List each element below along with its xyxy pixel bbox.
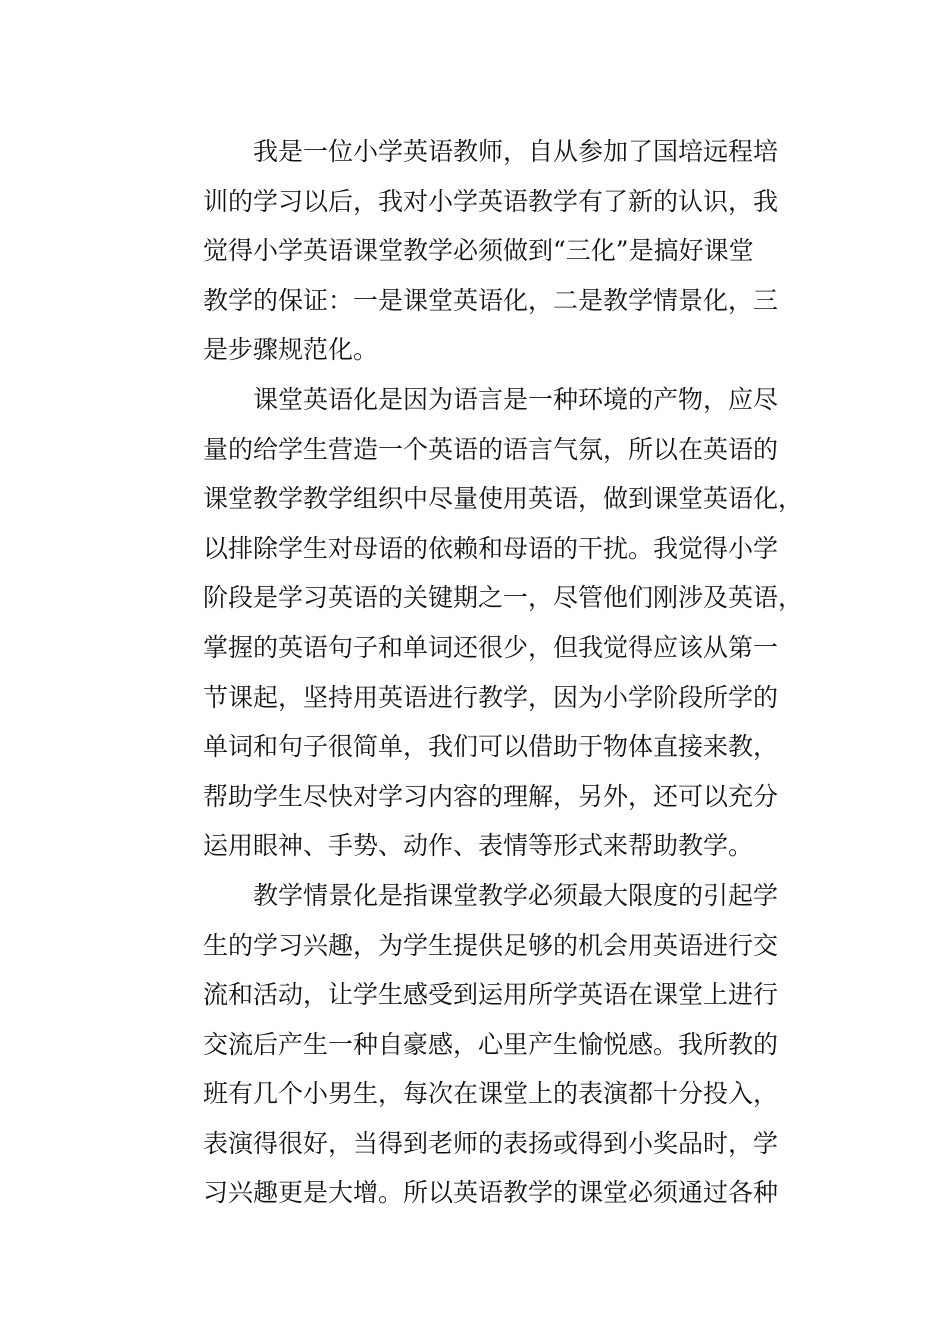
text-line: 表演得很好，当得到老师的表扬或得到小奖品时，学 <box>203 1128 779 1158</box>
text-line: 单词和句子很简单，我们可以借助于物体直接来教， <box>203 732 779 762</box>
paragraph-2 <box>203 375 803 871</box>
paragraph-3 <box>203 871 803 1218</box>
text-line: 生的学习兴趣，为学生提供足够的机会用英语进行交 <box>203 930 779 960</box>
text-line: 教学的保证：一是课堂英语化，二是教学情景化，三 <box>203 285 779 315</box>
text-line: 是步骤规范化。 <box>203 335 379 365</box>
paragraph-1 <box>203 127 803 375</box>
text-line: 帮助学生尽快对学习内容的理解，另外，还可以充分 <box>203 781 779 811</box>
text-line: 习兴趣更是大增。所以英语教学的课堂必须通过各种 <box>203 1178 779 1208</box>
text-line: 节课起，坚持用英语进行教学，因为小学阶段所学的 <box>203 682 779 712</box>
text-line: 课堂教学教学组织中尽量使用英语，做到课堂英语化， <box>203 484 803 514</box>
document-body <box>203 127 803 1218</box>
text-line: 流和活动，让学生感受到运用所学英语在课堂上进行 <box>203 980 779 1010</box>
text-line: 课堂英语化是因为语言是一种环境的产物，应尽 <box>253 384 779 414</box>
text-line: 交流后产生一种自豪感，心里产生愉悦感。我所教的 <box>203 1029 779 1059</box>
text-line: 运用眼神、手势、动作、表情等形式来帮助教学。 <box>203 831 754 861</box>
text-line: 我是一位小学英语教师，自从参加了国培远程培 <box>253 137 779 166</box>
text-line: 阶段是学习英语的关键期之一，尽管他们刚涉及英语， <box>203 583 803 613</box>
text-line: 教学情景化是指课堂教学必须最大限度的引起学 <box>253 880 779 910</box>
text-line: 量的给学生营造一个英语的语言气氛，所以在英语的 <box>203 434 779 464</box>
text-line: 觉得小学英语课堂教学必须做到“三化”是搞好课堂 <box>203 236 754 266</box>
text-line: 以排除学生对母语的依赖和母语的干扰。我觉得小学 <box>203 533 779 563</box>
text-line: 掌握的英语句子和单词还很少，但我觉得应该从第一 <box>203 632 779 662</box>
text-line: 训的学习以后，我对小学英语教学有了新的认识，我 <box>203 186 779 216</box>
text-line: 班有几个小男生，每次在课堂上的表演都十分投入， <box>203 1079 779 1109</box>
